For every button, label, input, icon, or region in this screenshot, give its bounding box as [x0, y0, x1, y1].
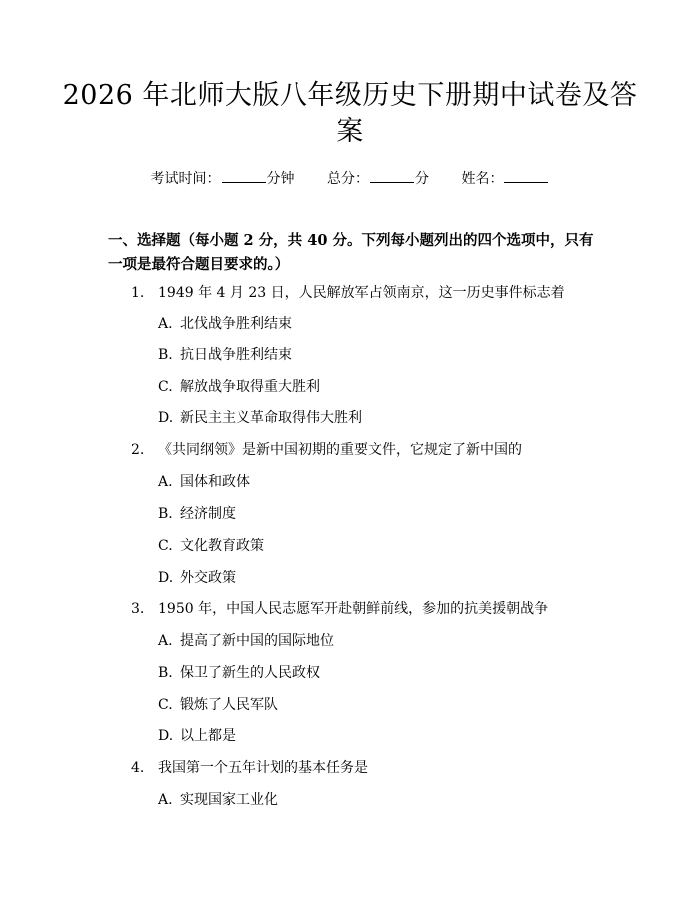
option-letter: D. [158, 570, 174, 586]
option-text: 国体和政体 [180, 474, 250, 490]
question-number: 1. [131, 285, 145, 301]
student-name-label: 姓名： [461, 171, 504, 187]
option-text: 经济制度 [180, 506, 236, 522]
option-text: 以上都是 [180, 728, 236, 744]
total-score-blank[interactable] [370, 168, 414, 183]
option-text: 北伐战争胜利结束 [180, 316, 292, 332]
exam-meta-row [0, 168, 700, 188]
question-text: 1949 年 4 月 23 日，人民解放军占领南京，这一历史事件标志着 [158, 285, 565, 301]
exam-time-unit: 分钟 [266, 171, 295, 187]
option-text: 锻炼了人民军队 [180, 697, 278, 713]
total-score-label: 总分： [327, 171, 369, 187]
total-score-field [327, 168, 429, 188]
question-number: 4. [131, 760, 145, 776]
option-text: 新民主主义革命取得伟大胜利 [180, 410, 362, 426]
question-text: 我国第一个五年计划的基本任务是 [158, 760, 368, 776]
option-letter: A. [158, 633, 173, 649]
question-text: 1950 年，中国人民志愿军开赴朝鲜前线，参加的抗美援朝战争 [158, 601, 549, 617]
option-letter: C. [158, 379, 173, 395]
option-text: 外交政策 [180, 570, 236, 586]
student-name-field [461, 168, 549, 188]
total-score-unit: 分 [415, 171, 429, 187]
exam-time-label: 考试时间： [150, 171, 221, 187]
option-letter: B. [158, 665, 173, 681]
option-letter: D. [158, 728, 174, 744]
option-letter: C. [158, 538, 173, 554]
option-text: 文化教育政策 [180, 538, 264, 554]
option-text: 抗日战争胜利结束 [180, 347, 292, 363]
option-letter: A. [158, 316, 173, 332]
option-letter: B. [158, 347, 173, 363]
question-number: 2. [131, 442, 145, 458]
option-letter: A. [158, 792, 173, 808]
exam-time-blank[interactable] [222, 168, 266, 183]
option-text: 解放战争取得重大胜利 [180, 379, 320, 395]
option-text: 保卫了新生的人民政权 [180, 665, 320, 681]
question-number: 3. [131, 601, 145, 617]
option-letter: C. [158, 697, 173, 713]
student-name-blank[interactable] [504, 168, 548, 183]
section-heading: 一、选择题（每小题 2 分，共 40 分。下列每小题列出的四个选项中，只有一项是最符合题目要求的。） [108, 232, 594, 273]
option-text: 实现国家工业化 [180, 792, 278, 808]
question-text: 《共同纲领》是新中国初期的重要文件，它规定了新中国的 [158, 442, 522, 458]
exam-title: 2026 年北师大版八年级历史下册期中试卷及答案 [62, 80, 638, 147]
option-letter: D. [158, 410, 174, 426]
option-letter: B. [158, 506, 173, 522]
option-letter: A. [158, 474, 173, 490]
option-text: 提高了新中国的国际地位 [180, 633, 334, 649]
exam-time-field [151, 168, 295, 188]
